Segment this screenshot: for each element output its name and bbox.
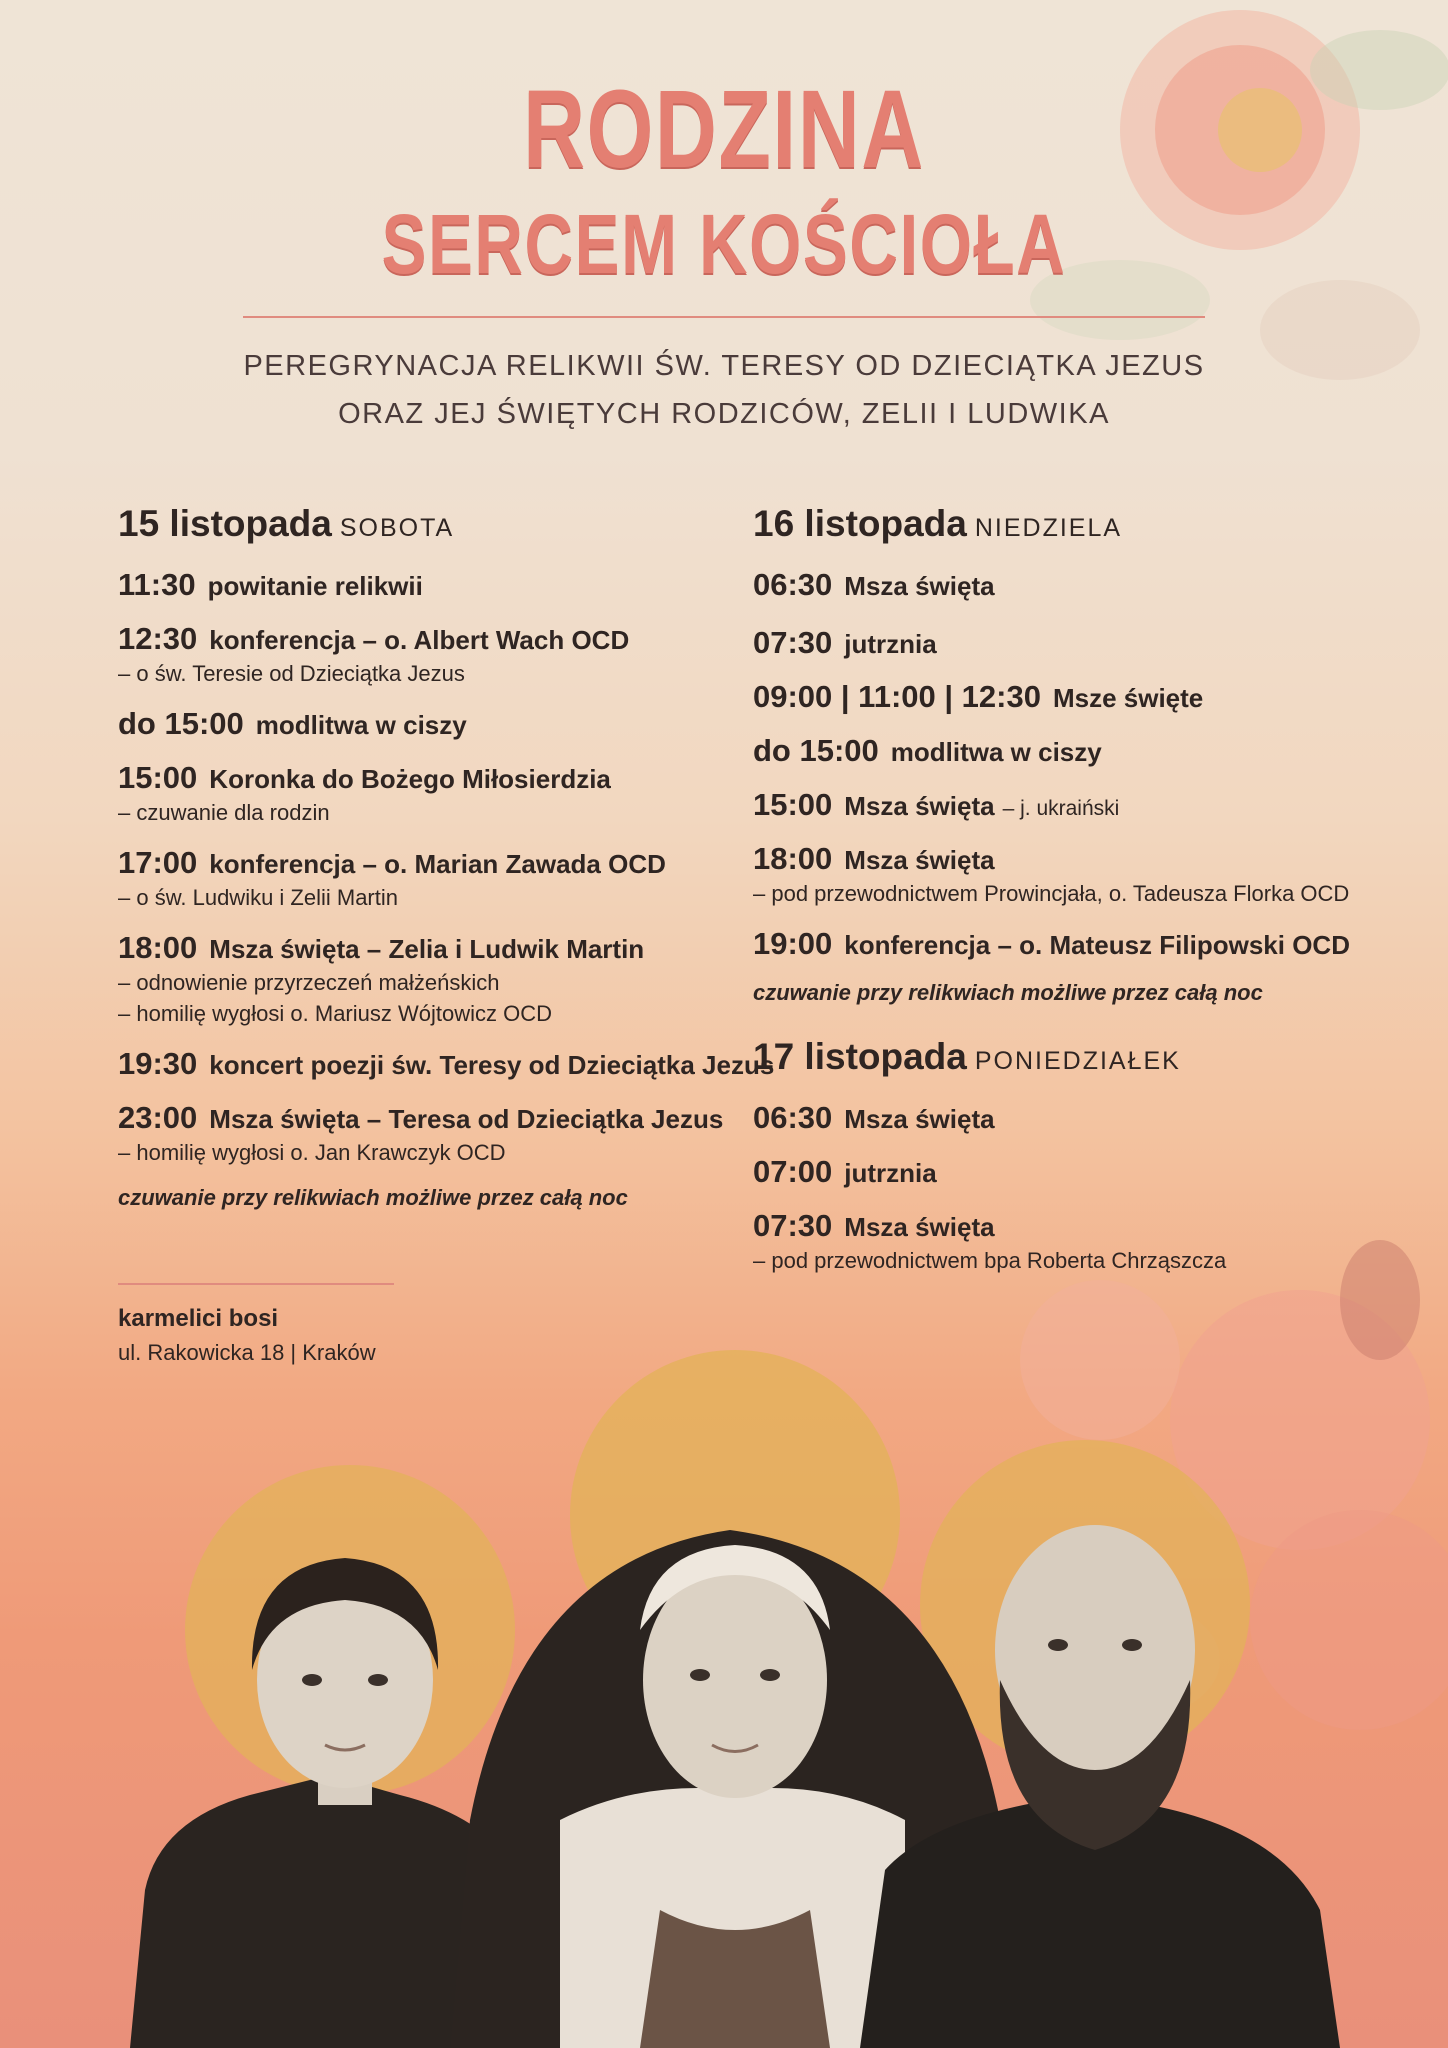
event-title: Msza święta – Teresa od Dzieciątka Jezus [209,1104,724,1134]
event-title: Msze święte [1052,683,1204,713]
day-heading [118,503,738,545]
event-time: 15:00 [753,787,833,822]
schedule-day-2 [753,503,1413,1006]
title-line-2: SERCEM KOŚCIOŁA [381,197,1067,291]
event-title: konferencja – o. Albert Wach OCD [209,625,630,655]
event-detail: – czuwanie dla rodzin [118,800,330,825]
day-date: 16 listopada [753,503,967,544]
event-detail: – homilię wygłosi o. Mariusz Wójtowicz OCD [118,1001,552,1026]
event-item [753,1154,1413,1190]
event-time: 06:30 [753,1100,833,1135]
vigil-note: czuwanie przy relikwiach możliwe przez całą noc [753,980,1263,1005]
subtitle-line-1: PEREGRYNACJA RELIKWII ŚW. TERESY OD DZIECIĄTKA JEZUS [243,350,1205,382]
event-title: jutrznia [844,629,937,659]
event-detail: – o św. Ludwiku i Zelii Martin [118,885,398,910]
event-time: 06:30 [753,567,833,602]
footer-divider [118,1283,394,1285]
event-item [118,1046,775,1082]
event-title: Msza święta [844,571,995,601]
event-item [118,706,738,742]
event-item [118,1100,738,1167]
event-item [118,567,738,603]
event-item [118,760,738,827]
event-title: jutrznia [844,1158,937,1188]
event-item [753,787,1413,823]
day-date: 15 listopada [118,503,332,544]
schedule-day-1 [118,503,775,1211]
event-time: do 15:00 [118,706,244,741]
day-weekday: NIEDZIELA [974,514,1123,542]
event-item [753,1208,1413,1275]
event-item [753,1100,1413,1136]
event-title: powitanie relikwii [207,571,423,601]
event-item [753,567,1413,603]
title-divider [243,316,1205,318]
event-time: 12:30 [118,621,198,656]
event-item [753,625,1413,661]
event-title: Koronka do Bożego Miłosierdzia [209,764,611,794]
subtitle-line-2: ORAZ JEJ ŚWIĘTYCH RODZICÓW, ZELII I LUDWIKA [338,398,1110,430]
day-weekday: SOBOTA [339,514,455,542]
event-item [118,621,738,688]
event-title: Msza święta [844,845,995,875]
organization-name: karmelici bosi [118,1305,279,1332]
day-date: 17 listopada [753,1036,967,1077]
event-item [118,930,738,1028]
event-time: 09:00 | 11:00 | 12:30 [753,679,1041,714]
day-weekday: PONIEDZIAŁEK [974,1047,1181,1075]
event-time: 18:00 [118,930,198,965]
day-heading [753,503,1413,545]
event-time: 19:00 [753,926,833,961]
event-time: 15:00 [118,760,198,795]
organization-address: ul. Rakowicka 18 | Kraków [118,1340,376,1365]
saints-portraits-illustration [0,1350,1448,2048]
event-time: 07:30 [753,625,833,660]
event-title: Msza święta – Zelia i Ludwik Martin [209,934,645,964]
event-detail: – pod przewodnictwem bpa Roberta Chrząszcza [753,1248,1227,1273]
event-note: – j. ukraiński [1002,797,1120,820]
event-item [753,841,1413,908]
event-detail: – pod przewodnictwem Prowincjała, o. Tadeusza Florka OCD [753,881,1350,906]
event-time: 07:00 [753,1154,833,1189]
event-title: modlitwa w ciszy [255,710,467,740]
event-item [753,733,1413,769]
event-time: 07:30 [753,1208,833,1243]
event-title: konferencja – o. Mateusz Filipowski OCD [844,930,1350,960]
event-title: modlitwa w ciszy [890,737,1102,767]
event-time: do 15:00 [753,733,879,768]
title-line-1: RODZINA [523,68,925,191]
event-time: 17:00 [118,845,198,880]
event-title: Msza święta [844,791,995,821]
event-title: konferencja – o. Marian Zawada OCD [209,849,666,879]
event-title: koncert poezji św. Teresy od Dzieciątka Jezus [209,1050,775,1080]
event-title: Msza święta [844,1104,995,1134]
event-time: 19:30 [118,1046,198,1081]
event-detail: – o św. Teresie od Dzieciątka Jezus [118,661,465,686]
event-title: Msza święta [844,1212,995,1242]
event-detail: – odnowienie przyrzeczeń małżeńskich [118,970,500,995]
event-item [753,679,1413,715]
schedule-day-3 [753,1036,1413,1293]
event-time: 23:00 [118,1100,198,1135]
day-heading [753,1036,1413,1078]
event-time: 18:00 [753,841,833,876]
event-item [118,845,738,912]
event-item [753,926,1413,962]
event-time: 11:30 [118,567,196,602]
vigil-note: czuwanie przy relikwiach możliwe przez całą noc [118,1185,628,1210]
event-detail: – homilię wygłosi o. Jan Krawczyk OCD [118,1140,506,1165]
